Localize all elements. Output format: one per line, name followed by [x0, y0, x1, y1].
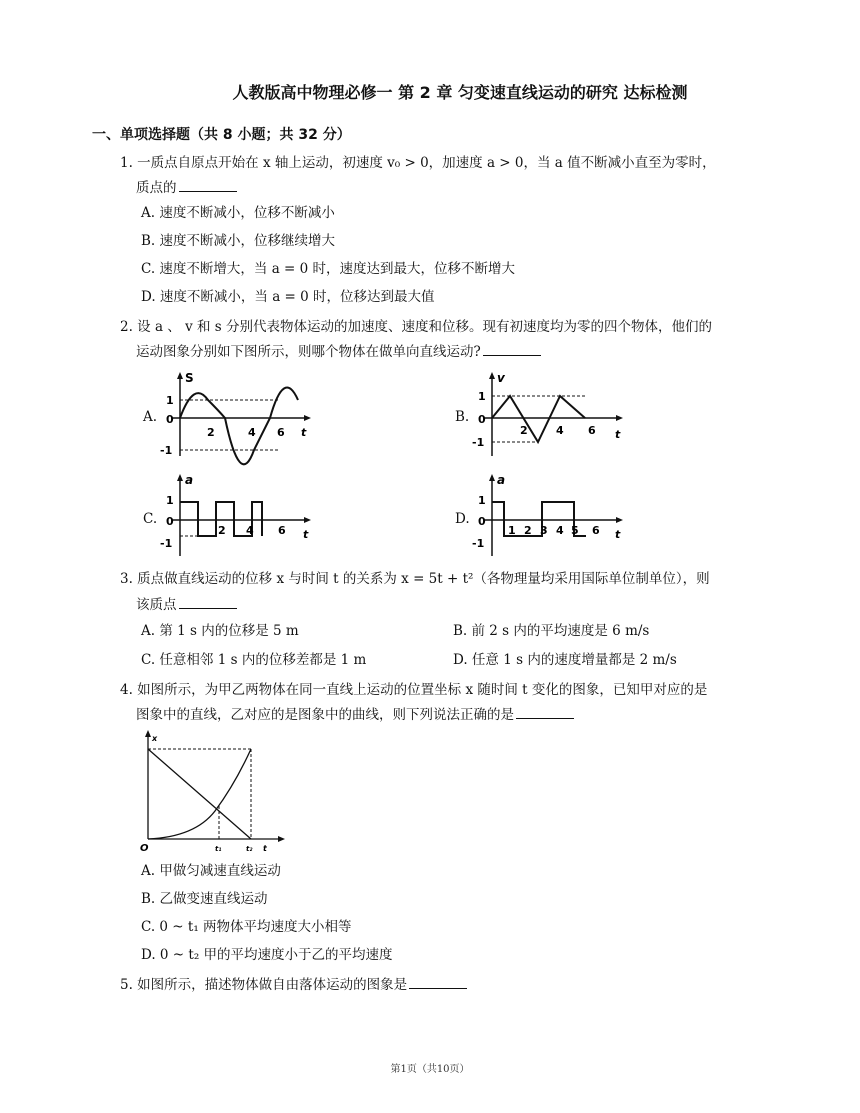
q1-option-d: D. 速度不断减小，当 a = 0 时，位移达到最大值 — [141, 289, 435, 305]
graph-a-displacement — [158, 370, 318, 460]
graph-a-xlabel: t — [301, 426, 307, 439]
graph-d-xlabel: t — [615, 528, 621, 541]
q4-graph-ylabel: x — [152, 734, 158, 743]
graph-d-tick-x1: 1 — [508, 524, 516, 537]
q3-stem-line1: 3. 质点做直线运动的位移 x 与时间 t 的关系为 x = 5t + t²（各物理量均采用国际单位制单位），则 — [120, 571, 710, 587]
answer-blank — [179, 179, 237, 192]
answer-blank — [179, 596, 237, 609]
q5-stem-text: 5. 如图所示，描述物体做自由落体运动的图象是 — [120, 977, 408, 993]
graph-b-tick-x6: 6 — [588, 424, 596, 437]
graph-d-tick-x3: 3 — [540, 524, 548, 537]
graph-b-tick-y0: 0 — [478, 413, 486, 426]
q4-position-time-graph — [140, 729, 290, 854]
q3-stem-line2 — [136, 595, 237, 615]
q1-option-a: A. 速度不断减小，位移不断减小 — [141, 205, 335, 221]
section-heading: 一、单项选择题（共 8 小题；共 32 分） — [92, 127, 351, 143]
graph-b-ylabel: v — [497, 371, 505, 385]
graph-b-velocity — [470, 370, 630, 460]
q1-stem-text: 质点的 — [136, 180, 177, 196]
graph-d-tick-x2: 2 — [524, 524, 532, 537]
graph-a-tick-y0: 0 — [166, 413, 174, 426]
graph-b-tick-x4: 4 — [556, 424, 564, 437]
q2-label-a: A. — [143, 409, 158, 425]
graph-c-tick-y1: 1 — [166, 494, 174, 507]
graph-a-tick-x6: 6 — [277, 426, 285, 439]
q2-stem-text: 运动图象分别如下图所示，则哪个物体在做单向直线运动? — [136, 344, 481, 360]
q4-graph-t1: t₁ — [215, 845, 222, 853]
graph-c-acceleration — [158, 472, 318, 562]
graph-b-tick-ym1: -1 — [472, 436, 485, 449]
graph-d-ylabel: a — [497, 473, 506, 487]
graph-d-acceleration — [470, 472, 630, 562]
page-title: 人教版高中物理必修一 第 2 章 匀变速直线运动的研究 达标检测 — [232, 83, 688, 102]
q3-option-a: A. 第 1 s 内的位移是 5 m — [141, 623, 299, 639]
graph-b-tick-y1: 1 — [478, 390, 486, 403]
q3-option-d: D. 任意 1 s 内的速度增量都是 2 m/s — [453, 652, 677, 668]
graph-d-tick-ym1: -1 — [472, 537, 485, 550]
q3-option-b: B. 前 2 s 内的平均速度是 6 m/s — [453, 623, 650, 639]
graph-c-tick-x6: 6 — [278, 524, 286, 537]
graph-d-tick-x5: 5 — [571, 524, 579, 537]
q3-option-c: C. 任意相邻 1 s 内的位移差都是 1 m — [141, 652, 367, 668]
q2-label-d: D. — [455, 511, 470, 527]
q4-stem-text: 图象中的直线，乙对应的是图象中的曲线，则下列说法正确的是 — [136, 707, 514, 723]
graph-d-tick-y1: 1 — [478, 494, 486, 507]
graph-c-ylabel: a — [185, 473, 194, 487]
graph-a-ylabel: S — [185, 371, 194, 385]
answer-blank — [409, 976, 467, 989]
q4-option-c: C. 0 ~ t₁ 两物体平均速度大小相等 — [141, 919, 352, 935]
q5-stem-line1 — [120, 975, 467, 995]
q1-stem-line2 — [136, 178, 237, 198]
q4-graph-xlabel: t — [263, 844, 267, 853]
q3-stem-text: 该质点 — [136, 597, 177, 613]
q2-stem-line1: 2. 设 a 、 v 和 s 分别代表物体运动的加速度、速度和位移。现有初速度均为零的四个物体，他们的 — [120, 319, 713, 335]
graph-c-xlabel: t — [303, 528, 309, 541]
graph-d-tick-y0: 0 — [478, 515, 486, 528]
q4-option-a: A. 甲做匀减速直线运动 — [141, 863, 281, 879]
q4-graph-t2: t₂ — [246, 845, 253, 853]
graph-a-tick-x4: 4 — [248, 426, 256, 439]
graph-b-tick-x2: 2 — [520, 424, 528, 437]
q4-stem-line1: 4. 如图所示，为甲乙两物体在同一直线上运动的位置坐标 x 随时间 t 变化的图象，已知甲对应的是 — [120, 682, 708, 698]
graph-c-tick-x2: 2 — [218, 524, 226, 537]
q2-label-b: B. — [455, 409, 470, 425]
q2-label-c: C. — [143, 511, 158, 527]
graph-a-tick-x2: 2 — [207, 426, 215, 439]
graph-c-tick-y0: 0 — [166, 515, 174, 528]
graph-d-tick-x6: 6 — [592, 524, 600, 537]
q1-option-b: B. 速度不断减小，位移继续增大 — [141, 233, 336, 249]
q1-stem-line1: 1. 一质点自原点开始在 x 轴上运动，初速度 v₀ > 0，加速度 a > 0，当 a 值不断减小直至为零时， — [120, 155, 716, 171]
answer-blank — [516, 706, 574, 719]
graph-d-tick-x4: 4 — [556, 524, 564, 537]
q4-stem-line2 — [136, 705, 574, 725]
graph-b-xlabel: t — [615, 428, 621, 441]
q4-graph-origin: O — [140, 843, 149, 854]
q4-option-b: B. 乙做变速直线运动 — [141, 891, 268, 907]
graph-a-tick-y1: 1 — [166, 394, 174, 407]
graph-c-tick-ym1: -1 — [160, 537, 173, 550]
graph-a-tick-ym1: -1 — [160, 444, 173, 457]
answer-blank — [483, 343, 541, 356]
q4-option-d: D. 0 ~ t₂ 甲的平均速度小于乙的平均速度 — [141, 947, 393, 963]
q1-option-c: C. 速度不断增大，当 a = 0 时，速度达到最大，位移不断增大 — [141, 261, 516, 277]
q2-stem-line2 — [136, 342, 541, 362]
graph-c-tick-x4: 4 — [246, 524, 254, 537]
page-footer: 第1页（共10页） — [390, 1064, 470, 1075]
